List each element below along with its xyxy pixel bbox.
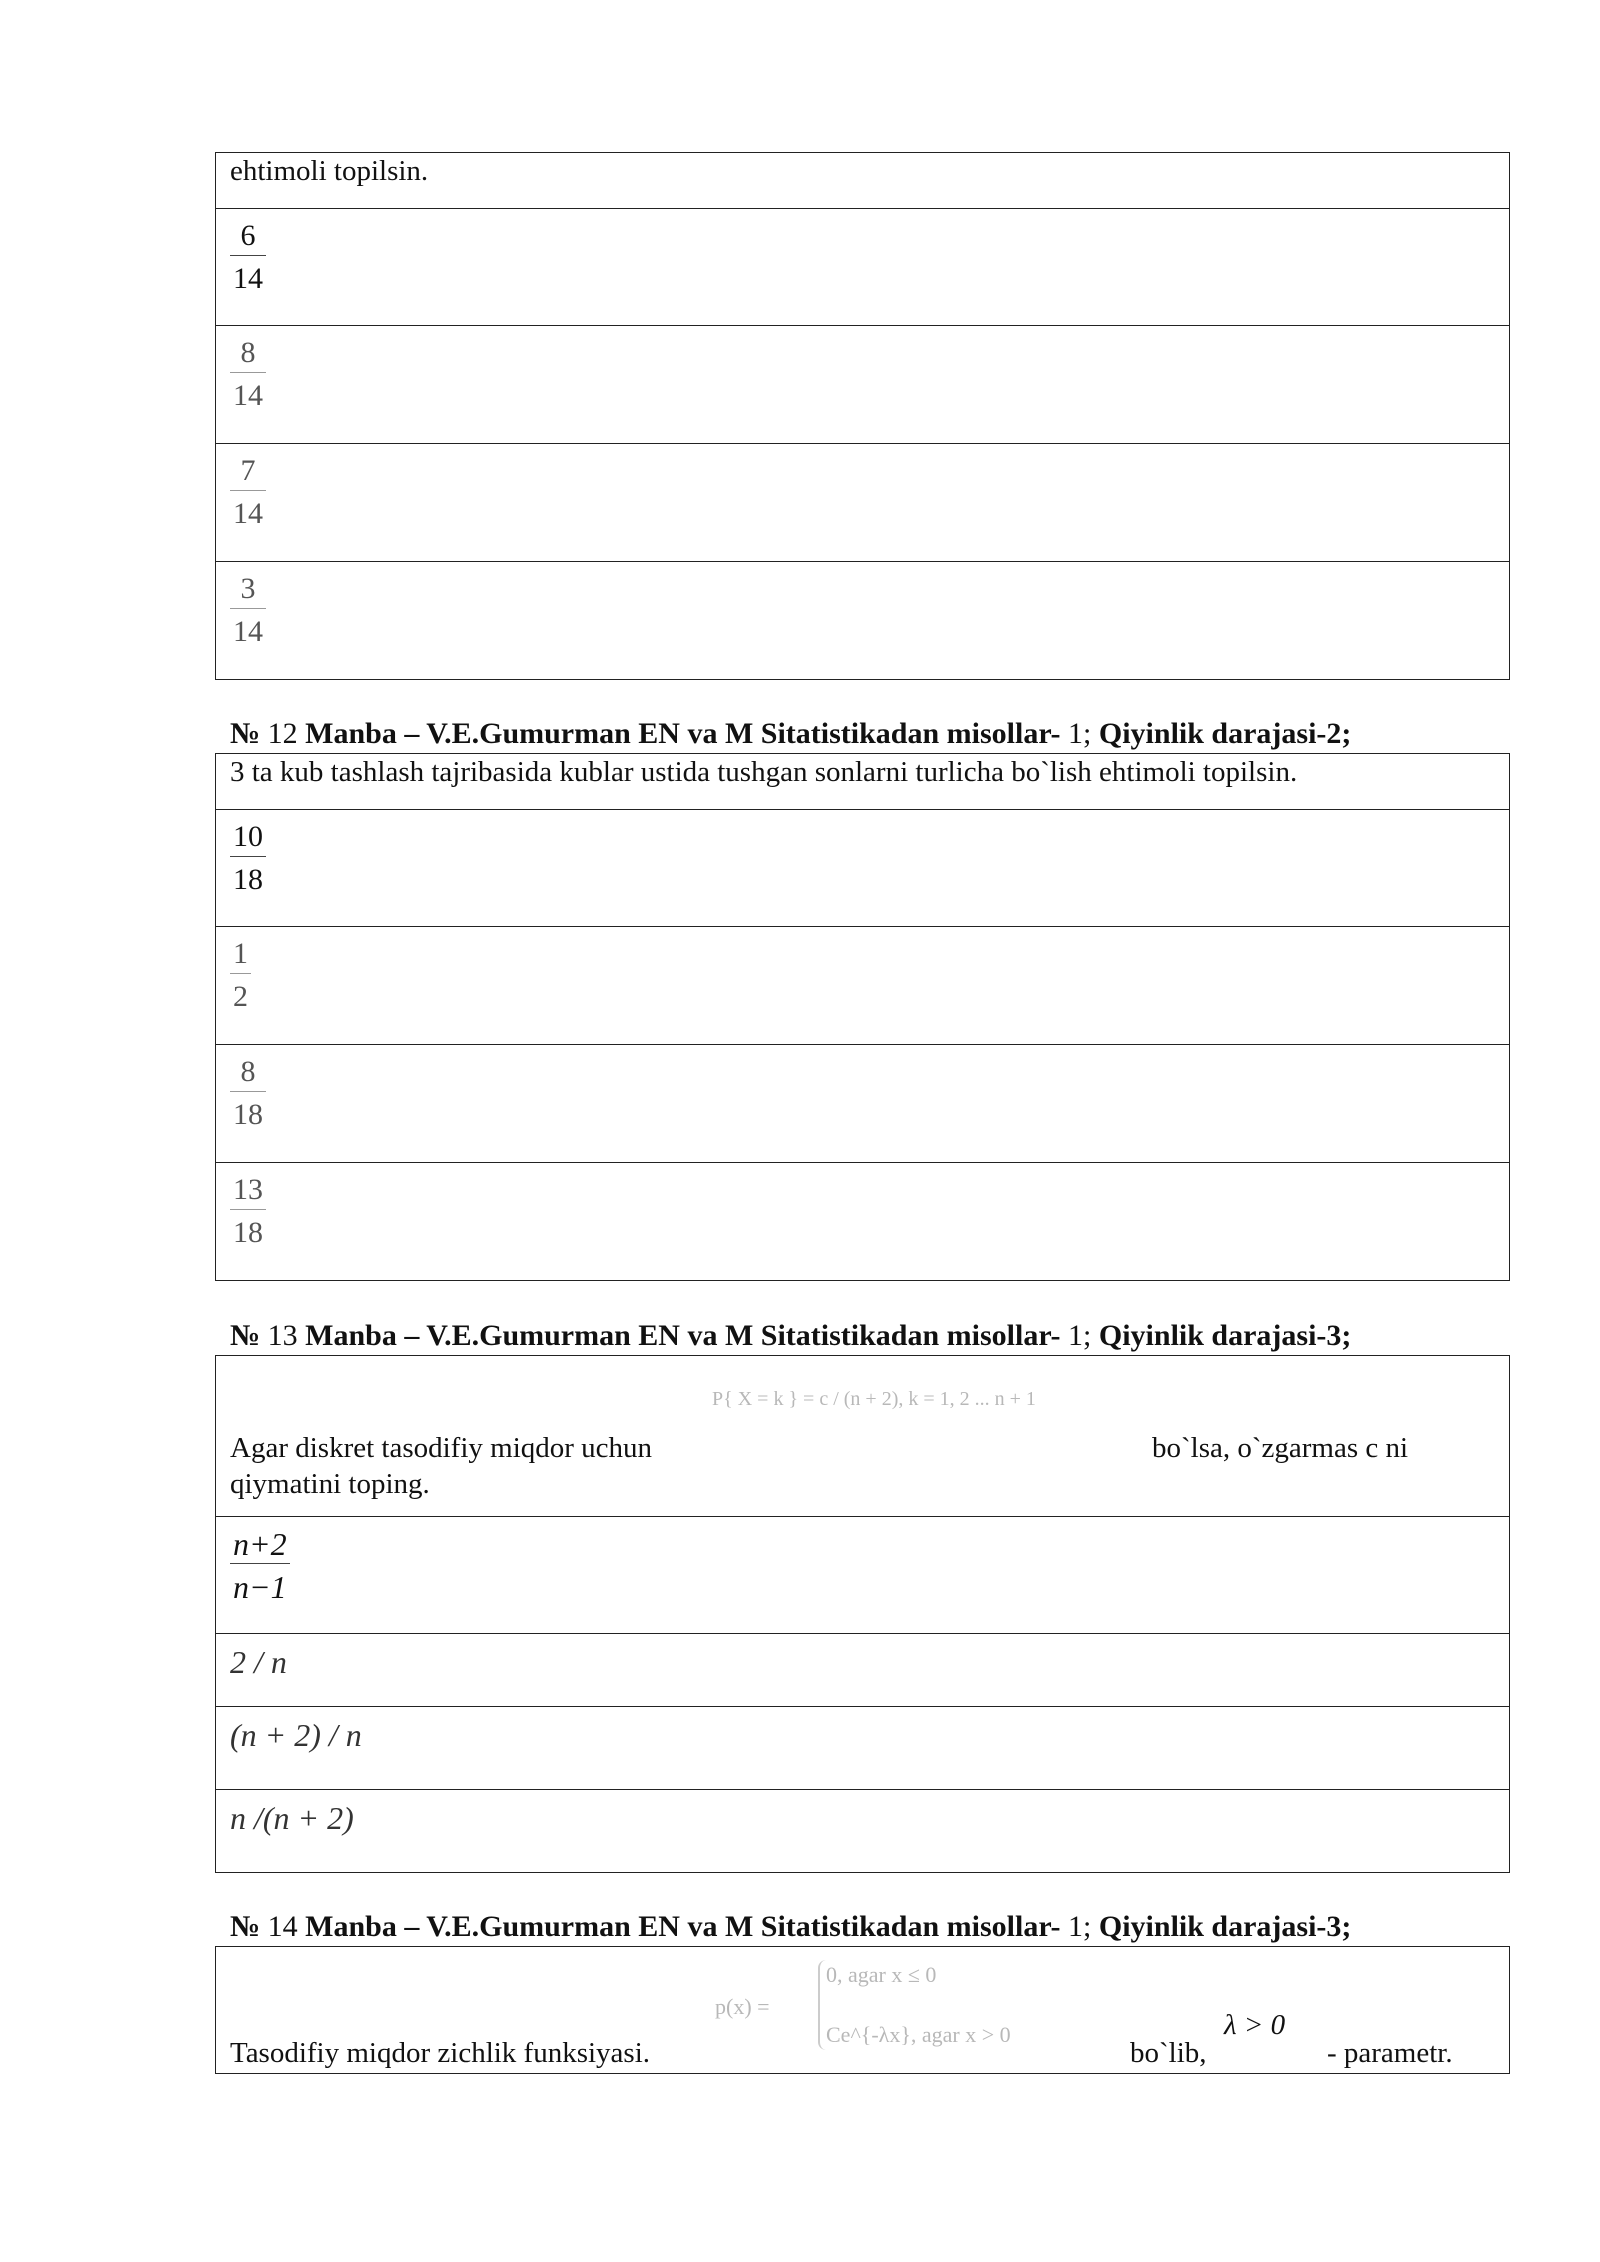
question-14-heading: № 14 Manba – V.E.Gumurman EN va M Sitatistikadan misollar- 1; Qiyinlik darajasi-3; xyxy=(230,1910,1352,1943)
question-13-heading: № 13 Manba – V.E.Gumurman EN va M Sitatistikadan misollar- 1; Qiyinlik darajasi-3; xyxy=(230,1319,1352,1352)
fraction: $\frac{3}{14}$ xyxy=(230,570,266,651)
option-cell[interactable] xyxy=(216,1634,1510,1707)
option-cell[interactable] xyxy=(216,209,1510,326)
option-cell[interactable] xyxy=(216,444,1510,562)
fraction: $\frac{7}{14}$ xyxy=(230,452,266,533)
probability-formula: P{ X = k } = c / (n + 2), k = 1, 2 ... n + 1 xyxy=(712,1388,1036,1410)
question-12-text: 3 ta kub tashlash tajribasida kublar ustida tushgan sonlarni turlicha bo`lish ehtimoli topilsin. xyxy=(216,754,1510,810)
option-cell[interactable] xyxy=(216,810,1510,927)
option-cell[interactable] xyxy=(216,1163,1510,1281)
fraction: $\frac{1}{2}$ xyxy=(230,935,251,1016)
option-cell[interactable] xyxy=(216,1517,1510,1634)
option-cell[interactable] xyxy=(216,1790,1510,1873)
fraction: $\frac{8}{14}$ xyxy=(230,334,266,415)
math-expression: n /(n + 2) xyxy=(230,1800,354,1836)
option-cell[interactable] xyxy=(216,326,1510,444)
fraction: $\frac{8}{18}$ xyxy=(230,1053,266,1134)
fraction: $\frac{13}{18}$ xyxy=(230,1171,266,1252)
option-cell[interactable] xyxy=(216,562,1510,680)
option-cell[interactable] xyxy=(216,927,1510,1045)
option-cell[interactable] xyxy=(216,1045,1510,1163)
question-11-text: ehtimoli topilsin. xyxy=(216,153,1510,209)
density-formula-case-2: Ce^{-λx}, agar x > 0 xyxy=(826,2022,1011,2047)
math-expression: 2 / n xyxy=(230,1644,287,1680)
density-formula-lhs: p(x) = xyxy=(715,1994,770,2019)
density-formula-case-1: 0, agar x ≤ 0 xyxy=(826,1962,937,1987)
lambda-condition: λ > 0 xyxy=(1224,2009,1286,2041)
question-13-table xyxy=(215,1355,1510,1873)
fraction: $\frac{10}{18}$ xyxy=(230,818,266,899)
question-12-table xyxy=(215,753,1510,1281)
fraction: $\frac{6}{14}$ xyxy=(230,217,266,298)
question-12-heading: № 12 Manba – V.E.Gumurman EN va M Sitatistikadan misollar- 1; Qiyinlik darajasi-2; xyxy=(230,717,1352,750)
question-11-table xyxy=(215,152,1510,680)
fraction: $\frac{n+2}{n-1}$ xyxy=(230,1525,290,1606)
math-expression: (n + 2) / n xyxy=(230,1717,362,1753)
question-13-text: Agar diskret tasodifiy miqdor uchun bo`lsa, o`zgarmas c ni qiymatini toping. xyxy=(216,1356,1510,1517)
option-cell[interactable] xyxy=(216,1707,1510,1790)
question-14-text: Tasodifiy miqdor zichlik funksiyasi. bo`lib, - parametr. λ > 0 xyxy=(216,1947,1510,2074)
